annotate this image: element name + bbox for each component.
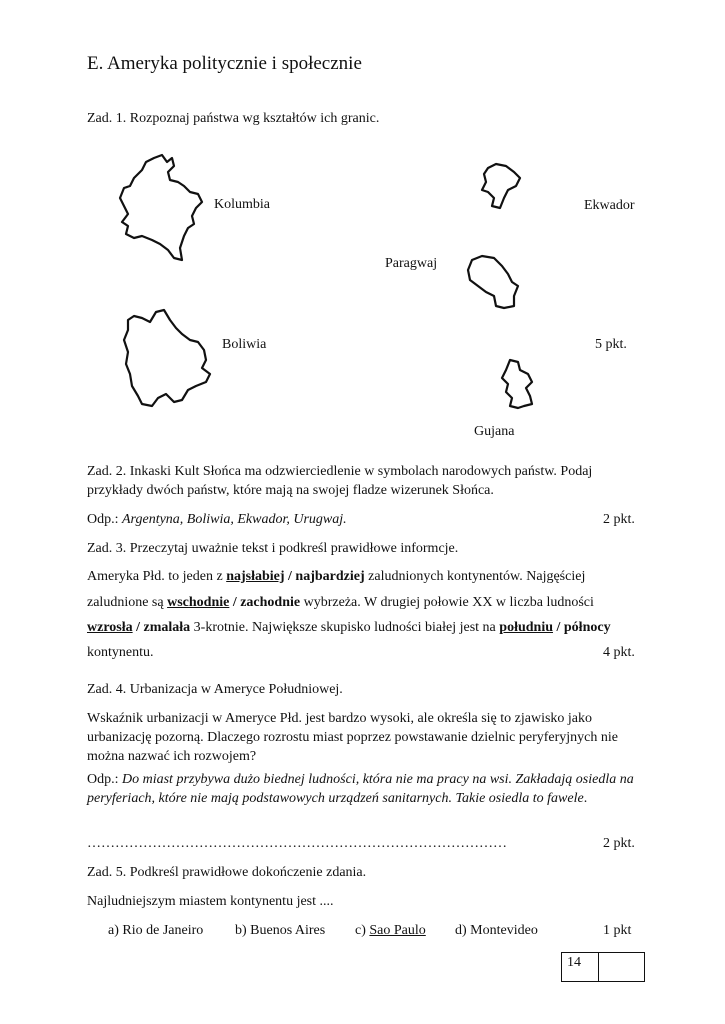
task-5-stem: Najludniejszym miastem kontynentu jest ....: [87, 894, 334, 909]
page-number: 14: [567, 955, 581, 970]
option-zmalala: zmalała: [143, 620, 191, 635]
task-4-points: 2 pkt.: [603, 836, 635, 851]
label-boliwia: Boliwia: [222, 337, 267, 352]
label-ekwador: Ekwador: [584, 198, 635, 213]
task-3-line-3: wzrosła / zmalała 3-krotnie. Największe skupisko ludności białej jest na południu / północy: [87, 620, 611, 635]
answer-prefix: Odp.:: [87, 512, 119, 527]
task-3-line-2: zaludnione są wschodnie / zachodnie wybrzeża. W drugiej połowie XX w liczba ludności: [87, 595, 594, 610]
ecuador-map: [478, 160, 526, 214]
label-gujana: Gujana: [474, 424, 515, 439]
task-3-line-1: Ameryka Płd. to jeden z najsłabiej / najbardziej zaludnionych kontynentów. Najgęściej: [87, 569, 586, 584]
option-c: c) Sao Paulo: [355, 923, 426, 938]
paraguay-map: [464, 250, 524, 316]
option-najslabiej: najsłabiej: [226, 569, 285, 584]
task-4-question: Zad. 4. Urbanizacja w Ameryce Południowej.: [87, 682, 343, 697]
option-zachodnie: zachodnie: [240, 595, 301, 610]
option-najbardziej: najbardziej: [295, 569, 365, 584]
option-b: b) Buenos Aires: [235, 923, 326, 938]
option-c-answer: Sao Paulo: [369, 923, 426, 938]
task-2-question: Zad. 2. Inkaski Kult Słońca ma odzwierciedlenie w symbolach narodowych państw. Podaj przykłady dwóch państw, które mają na swojej fladze wizerunek Słońca.: [87, 464, 593, 498]
option-poludniu: południu: [499, 620, 553, 635]
page-title: E. Ameryka politycznie i społecznie: [87, 53, 362, 74]
page-number-box: [561, 952, 645, 982]
option-wschodnie: wschodnie: [167, 595, 230, 610]
task-3-points: 4 pkt.: [603, 645, 635, 660]
task-3-question: Zad. 3. Przeczytaj uważnie tekst i podkreśl prawidłowe informcje.: [87, 541, 459, 556]
option-wzrosla: wzrosła: [87, 620, 133, 635]
option-d: d) Montevideo: [455, 923, 538, 938]
option-polnocy: północy: [563, 620, 611, 635]
answer-text: Do miast przybywa dużo biednej ludności, która nie ma pracy na wsi. Zakładają osiedla na peryferiach, które nie mają podstawowych urządzeń sanitarnych. Takie osiedla to fawele: [87, 772, 634, 806]
answer-text: Argentyna, Boliwia, Ekwador, Urugwaj.: [122, 512, 347, 527]
task-1-question: Zad. 1. Rozpoznaj państwa wg kształtów ich granic.: [87, 111, 380, 126]
guyana-map: [496, 356, 538, 412]
label-kolumbia: Kolumbia: [214, 197, 270, 212]
task-2-points: 2 pkt.: [603, 512, 635, 527]
label-paragwaj: Paragwaj: [385, 256, 438, 271]
task-5-question: Zad. 5. Podkreśl prawidłowe dokończenie zdania.: [87, 865, 367, 880]
page-box-divider: [598, 953, 599, 981]
bolivia-map: [120, 308, 220, 413]
task-2-answer: [87, 510, 347, 529]
answer-prefix: Odp.:: [87, 772, 119, 787]
answer-dots: ………………………………………………………………………………: [87, 836, 507, 851]
task-3-line-4: kontynentu.: [87, 645, 154, 660]
colombia-map: [112, 152, 207, 267]
task-4-text: Wskaźnik urbanizacji w Ameryce Płd. jest bardzo wysoki, ale określa się to zjawisko jako urbanizację pozorną. Dlaczego rozrostu miast poprzez powstawanie dzielnic peryferyjnych nie można nazwać ich rozwojem?: [87, 711, 618, 764]
task-4-answer: Odp.: Do miast przybywa dużo biednej ludności, która nie ma pracy na wsi. Zakładają osiedla na peryferiach, które nie mają podstawowych urządzeń sanitarnych. Takie osiedla to fawele.: [87, 772, 634, 806]
task-5-points: 1 pkt: [603, 923, 632, 938]
option-a: a) Rio de Janeiro: [108, 923, 204, 938]
task-1-points: 5 pkt.: [595, 337, 627, 352]
